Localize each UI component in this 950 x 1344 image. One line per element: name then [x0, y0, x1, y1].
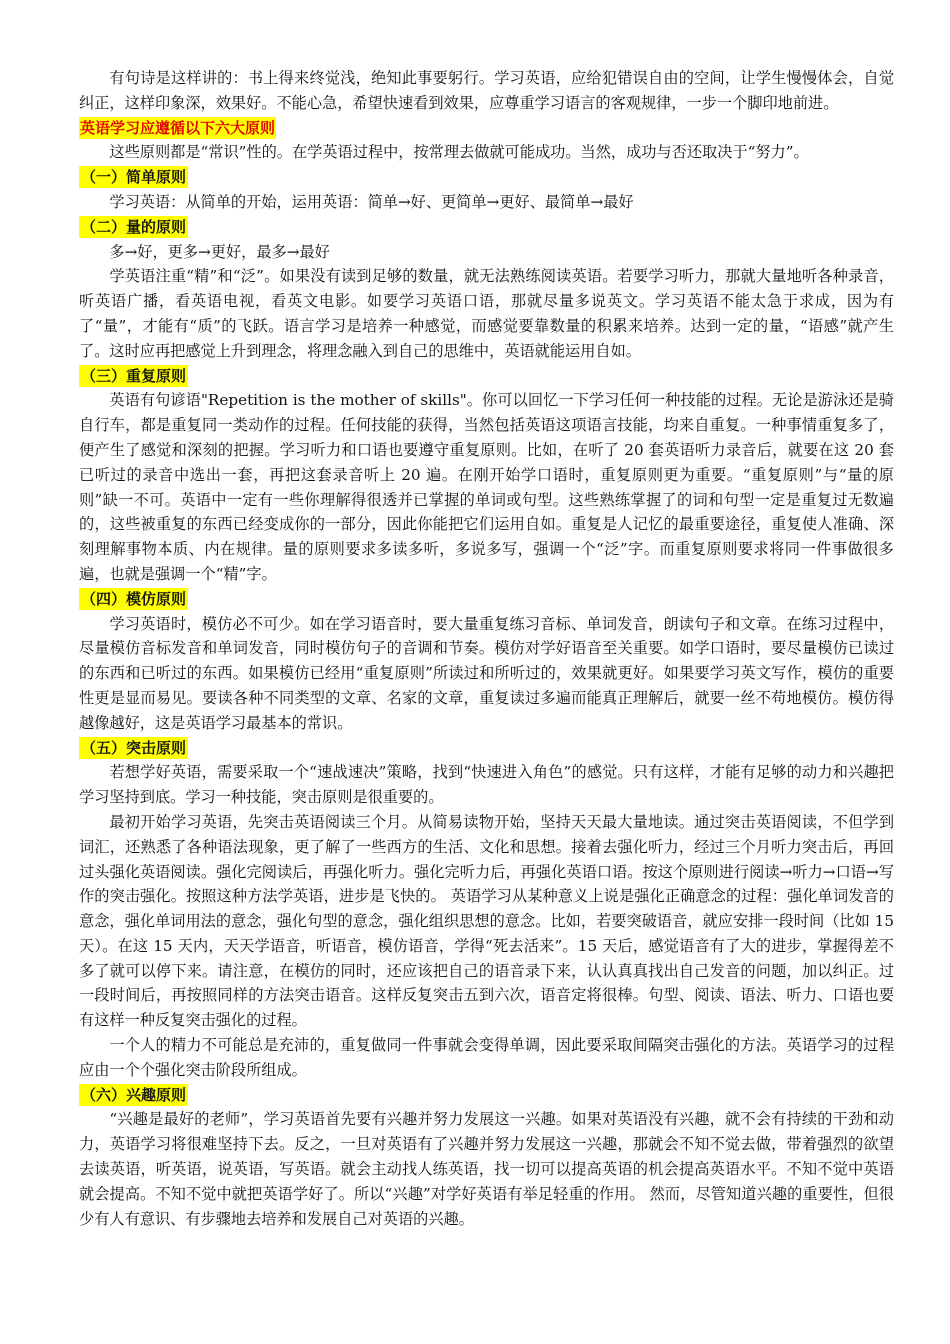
document-page	[79, 66, 894, 1231]
paragraph-quantity-2: 学英语注重“精”和“泛”。如果没有读到足够的数量，就无法熟练阅读英语。若要学习听力，那就大量地听各种录音，听英语广播，看英语电视，看英文电影。如要学习英语口语，那就尽量多说英文。学习英语不能太急于求成，因为有了“量”，才能有“质”的飞跃。语言学习是培养一种感觉，而感觉要靠数量的积累来培养。达到一定的量，“语感”就产生了。这时应再把感觉上升到理念，将理念融入到自己的思维中，英语就能运用自如。	[79, 267, 894, 360]
paragraph-intensive-2: 最初开始学习英语，先突击英语阅读三个月。从简易读物开始，坚持天天最大量地读。通过突击英语阅读，不但学到词汇，还熟悉了各种语法现象，更了解了一些西方的生活、文化和思想。接着去强化听力，经过三个月听力突击后，再回过头强化英语阅读。强化完阅读后，再强化听力。强化完听力后，再强化英语口语。按这个原则进行阅读→听力→口语→写作的突击强化。按照这种方法学英语，进步是飞快的。 英语学习从某种意义上说是强化正确意念的过程：强化单词发音的意念，强化单词用法的意念，强化句型的意念，强化组织思想的意念。比如，若要突破语音，就应安排一段时间（比如 15 天）。在这 15 天内，天天学语音，听语音，模仿语音，学得“死去活来”。15 天后，感觉语音有了大的进步，掌握得差不多了就可以停下来。请注意，在模仿的同时，还应该把自己的语音录下来，认认真真找出自己发音的问题，加以纠正。过一段时间后，再按照同样的方法突击语音。这样反复突击五到六次，语音定将很棒。句型、阅读、语法、听力、口语也要有这样一种反复突击强化的过程。	[79, 812, 894, 1030]
paragraph-simple-1: 学习英语：从简单的开始，运用英语：简单→好、更简单→更好、最简单→最好	[109, 192, 634, 211]
paragraph-interest-1: “兴趣是最好的老师”，学习英语首先要有兴趣并努力发展这一兴趣。如果对英语没有兴趣，就不会有持续的干劲和动力，英语学习将很难坚持下去。反之，一旦对英语有了兴趣并努力发展这一兴趣，那就会不知不觉去做，带着强烈的欲望去读英语，听英语，说英语，写英语。就会主动找人练英语，找一切可以提高英语的机会提高英语水平。不知不觉中英语就会提高。不知不觉中就把英语学好了。所以“兴趣”对学好英语有举足轻重的作用。 然而，尽管知道兴趣的重要性，但很少有人有意识、有步骤地去培养和发展自己对英语的兴趣。	[79, 1110, 894, 1228]
paragraph-imitation-1: 学习英语时，模仿必不可少。如在学习语音时，要大量重复练习音标、单词发音，朗读句子和文章。在练习过程中，尽量模仿音标发音和单词发音，同时模仿句子的音调和节奏。模仿对学好语音至关重要。如学口语时，要尽量模仿已读过的东西和已听过的东西。如果模仿已经用“重复原则”所读过和所听过的，效果就更好。如果要学习英文写作，模仿的重要性更是显而易见。要读各种不同类型的文章、名家的文章，重复读过多遍而能真正理解后，就要一丝不苟地模仿。模仿得越像越好，这是英语学习最基本的常识。	[79, 614, 894, 732]
paragraph-repetition-1: 英语有句谚语"Repetition is the mother of skills"。你可以回忆一下学习任何一种技能的过程。无论是游泳还是骑自行车，都是重复同一类动作的过程。任何技能的获得，当然包括英语这项语言技能，均来自重复。一种事情重复多了，便产生了感觉和深刻的把握。学习听力和口语也要遵守重复原则。比如，在听了 20 套英语听力录音后，就要在这 20 套已听过的录音中选出一套，再把这套录音听上 20 遍。在刚开始学口语时，重复原则更为重要。“重复原则”与“量的原则”缺一不可。英语中一定有一些你理解得很透并已掌握的单词或句型。这些熟练掌握了的词和句型一定是重复过无数遍的，这些被重复的东西已经变成你的一部分，因此你能把它们运用自如。重复是人记忆的最重要途径，重复使人准确、深刻理解事物本质、内在规律。量的原则要求多读多听，多说多写，强调一个“泛”字。而重复原则要求将同一件事做很多遍，也就是强调一个“精”字。	[79, 391, 894, 583]
section-heading-repetition: （三）重复原则	[81, 366, 187, 385]
main-title: 英语学习应遵循以下六大原则	[80, 118, 276, 137]
section-heading-quantity: （二）量的原则	[81, 217, 187, 236]
intro-paragraph: 有句诗是这样讲的：书上得来终觉浅，绝知此事要躬行。学习英语，应给犯错误自由的空间，让学生慢慢体会，自觉纠正，这样印象深，效果好。不能心急，希望快速看到效果，应尊重学习语言的客观规律，一步一个脚印地前进。	[79, 69, 894, 112]
section-heading-imitation: （四）模仿原则	[81, 589, 187, 608]
main-intro-paragraph: 这些原则都是“常识”性的。在学英语过程中，按常理去做就可能成功。当然，成功与否还取决于“努力”。	[109, 143, 809, 162]
section-heading-simple: （一）简单原则	[81, 168, 187, 187]
paragraph-intensive-1: 若想学好英语，需要采取一个“速战速决”策略，找到“快速进入角色”的感觉。只有这样，才能有足够的动力和兴趣把学习坚持到底。学习一种技能，突击原则是很重要的。	[79, 763, 894, 807]
paragraph-quantity-1: 多→好，更多→更好，最多→最好	[109, 242, 330, 261]
section-heading-intensive: （五）突击原则	[81, 738, 187, 757]
section-heading-interest: （六）兴趣原则	[81, 1085, 187, 1104]
paragraph-intensive-3: 一个人的精力不可能总是充沛的，重复做同一件事就会变得单调，因此要采取间隔突击强化的方法。英语学习的过程应由一个个强化突击阶段所组成。	[79, 1036, 894, 1079]
